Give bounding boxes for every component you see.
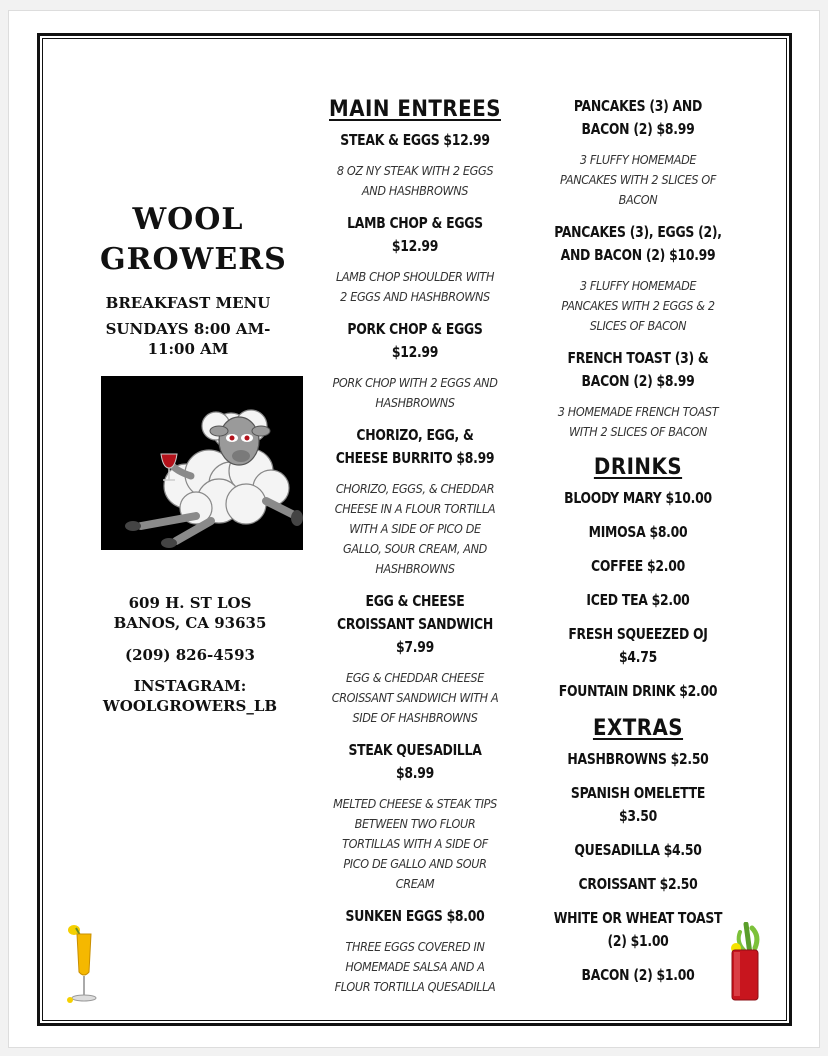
restaurant-name-line2: GROWERS	[100, 242, 287, 277]
menu-item-description: PORK CHOP WITH 2 EGGS AND HASHBROWNS	[332, 375, 498, 410]
menu-subtitle: BREAKFAST MENU	[105, 294, 271, 312]
menu-item-name: SUNKEN EGGS $8.00	[345, 907, 485, 925]
drink-item: FOUNTAIN DRINK $2.00	[558, 682, 718, 700]
menu-item-description: EGG & CHEDDAR CHEESE CROISSANT SANDWICH WITH A SIDE OF HASHBROWNS	[331, 670, 499, 725]
extra-item: SPANISH OMELETTE $3.50	[570, 784, 706, 825]
drink-item: ICED TEA $2.00	[586, 591, 690, 609]
extras-heading: EXTRAS	[592, 716, 684, 741]
menu-item-name: CHORIZO, EGG, & CHEESE BURRITO $8.99	[335, 426, 495, 467]
drink-item: MIMOSA $8.00	[588, 523, 688, 541]
sheep-with-wine-icon	[101, 376, 303, 550]
address-line2: BANOS, CA 93635	[113, 614, 267, 632]
extra-item: HASHBROWNS $2.50	[567, 750, 709, 768]
instagram-handle: WOOLGROWERS_LB	[102, 697, 278, 715]
menu-item-name: FRENCH TOAST (3) & BACON (2) $8.99	[567, 349, 709, 390]
contact-block	[96, 593, 284, 716]
drink-item: BLOODY MARY $10.00	[564, 489, 712, 507]
address-line1: 609 H. ST LOS	[128, 594, 252, 612]
bloody-mary-glass-icon	[722, 922, 768, 1004]
menu-item-description: 8 OZ NY STEAK WITH 2 EGGS AND HASHBROWNS	[336, 163, 494, 198]
drink-item: FRESH SQUEEZED OJ $4.75	[568, 625, 708, 666]
restaurant-name-line1: WOOL	[132, 202, 244, 237]
drinks-heading: DRINKS	[593, 455, 683, 480]
menu-item-description: 3 FLUFFY HOMEMADE PANCAKES WITH 2 SLICES OF BACON	[560, 152, 716, 207]
menu-item-description: CHORIZO, EGGS, & CHEDDAR CHEESE IN A FLOUR TORTILLA WITH A SIDE OF PICO DE GALLO, SOUR CREAM, AND HASHBROWNS	[334, 481, 496, 576]
hours-line1: SUNDAYS 8:00 AM-	[105, 320, 271, 338]
phone-number: (209) 826-4593	[124, 646, 255, 664]
extra-item: QUESADILLA $4.50	[574, 841, 702, 859]
menu-item-name: STEAK QUESADILLA $8.99	[348, 741, 482, 782]
main-entrees-section	[322, 95, 508, 997]
hours-line2: 11:00 AM	[147, 340, 229, 358]
menu-item-description: MELTED CHEESE & STEAK TIPS BETWEEN TWO FLOUR TORTILLAS WITH A SIDE OF PICO DE GALLO AND SOUR CREAM	[333, 796, 497, 891]
menu-item-name: PANCAKES (3), EGGS (2), AND BACON (2) $10.99	[554, 223, 722, 264]
menu-item-description: 3 HOMEMADE FRENCH TOAST WITH 2 SLICES OF BACON	[557, 404, 719, 439]
mimosa-glass-icon	[62, 922, 106, 1006]
menu-item-name: EGG & CHEESE CROISSANT SANDWICH $7.99	[337, 592, 493, 656]
menu-item-description: LAMB CHOP SHOULDER WITH 2 EGGS AND HASHBROWNS	[335, 269, 495, 304]
menu-item-name: PANCAKES (3) AND BACON (2) $8.99	[573, 97, 703, 138]
extra-item: CROISSANT $2.50	[578, 875, 698, 893]
main-entrees-heading: MAIN ENTREES	[329, 97, 501, 122]
menu-item-description: 3 FLUFFY HOMEMADE PANCAKES WITH 2 EGGS & 2 SLICES OF BACON	[561, 278, 715, 333]
menu-item-name: LAMB CHOP & EGGS $12.99	[347, 214, 483, 255]
menu-item-name: PORK CHOP & EGGS $12.99	[347, 320, 483, 361]
right-column	[546, 95, 730, 998]
menu-item-description: THREE EGGS COVERED IN HOMEMADE SALSA AND A FLOUR TORTILLA QUESADILLA	[334, 939, 496, 994]
brand-block	[100, 200, 287, 359]
extra-item: BACON (2) $1.00	[581, 966, 695, 984]
extra-item: WHITE OR WHEAT TOAST (2) $1.00	[553, 909, 723, 950]
menu-item-name: STEAK & EGGS $12.99	[340, 131, 490, 149]
drink-item: COFFEE $2.00	[591, 557, 685, 575]
instagram-label: INSTAGRAM:	[133, 677, 247, 695]
